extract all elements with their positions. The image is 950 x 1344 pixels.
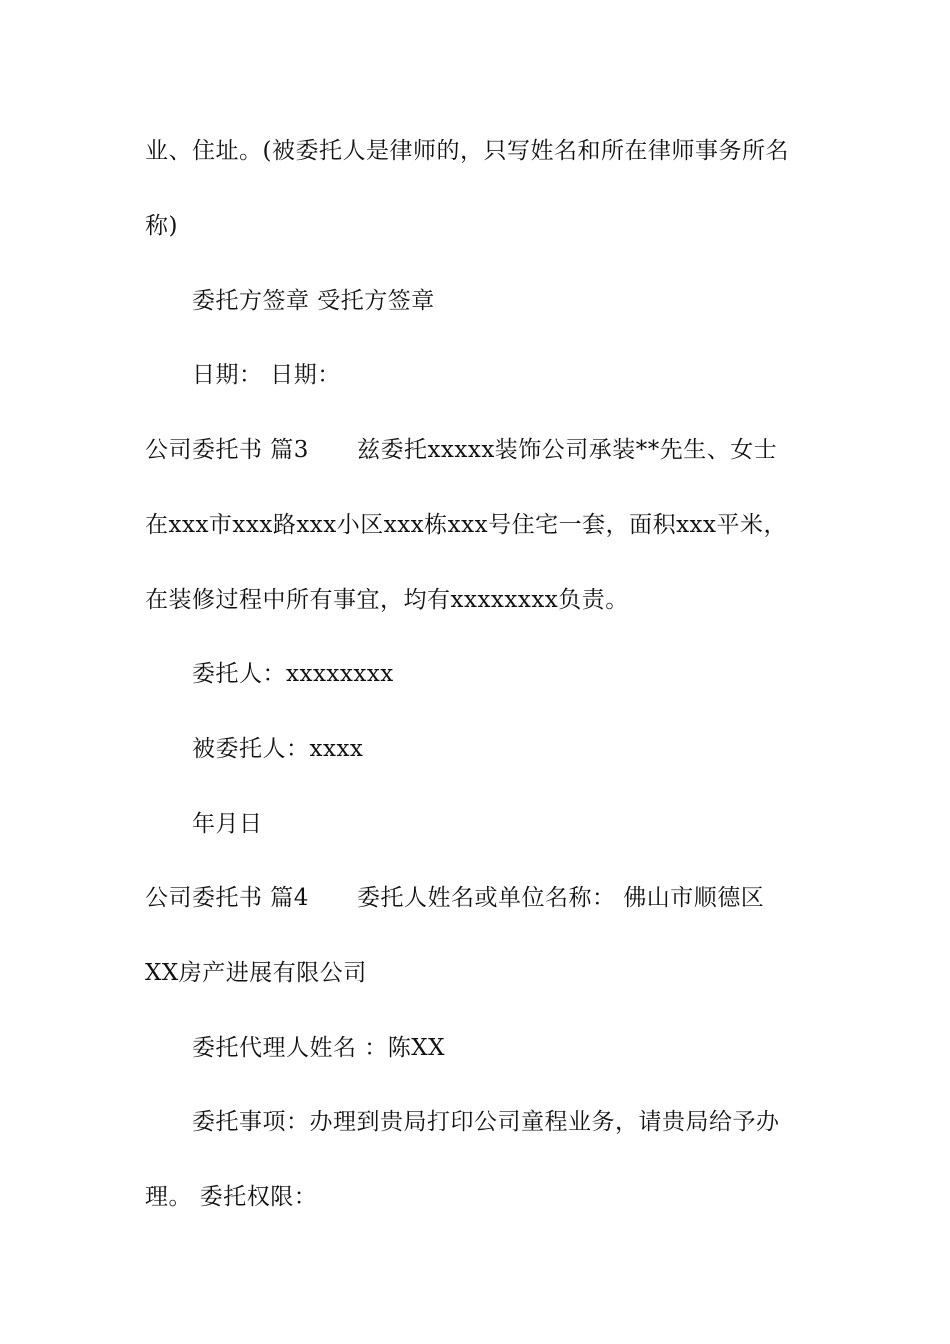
section-3-text-start: 兹委托xxxxx装饰公司承装**先生、女士	[356, 437, 778, 463]
agent-name-line: 委托代理人姓名 ：陈XX	[192, 1035, 446, 1061]
section-4-text-start: 委托人姓名或单位名称： 佛山市顺德区	[356, 885, 765, 911]
signature-line: 委托方签章 受托方签章	[192, 288, 435, 314]
date-line: 日期： 日期：	[192, 362, 341, 388]
authority-line: 理。 委托权限：	[145, 1184, 318, 1210]
company-name-line: XX房产进展有限公司	[145, 960, 367, 986]
section-heading-4-line	[145, 883, 764, 913]
paragraph-line-2: 称)	[145, 213, 178, 239]
agent-line: 被委托人：xxxx	[192, 736, 364, 762]
principal-line: 委托人：xxxxxxxx	[192, 661, 394, 687]
year-month-day-line: 年月日	[192, 811, 263, 837]
section-heading-4: 公司委托书 篇4	[145, 885, 309, 911]
paragraph-line-1: 业、住址。(被委托人是律师的，只写姓名和所在律师事务所名	[145, 138, 789, 164]
section-heading-3-line	[145, 435, 777, 465]
section-3-text-line-2: 在xxx市xxx路xxx小区xxx栋xxx号住宅一套，面积xxx平米，	[145, 512, 787, 538]
section-heading-3: 公司委托书 篇3	[145, 437, 309, 463]
matter-line: 委托事项：办理到贵局打印公司童程业务，请贵局给予办	[192, 1109, 780, 1135]
section-3-text-line-3: 在装修过程中所有事宜，均有xxxxxxxx负责。	[145, 587, 629, 613]
